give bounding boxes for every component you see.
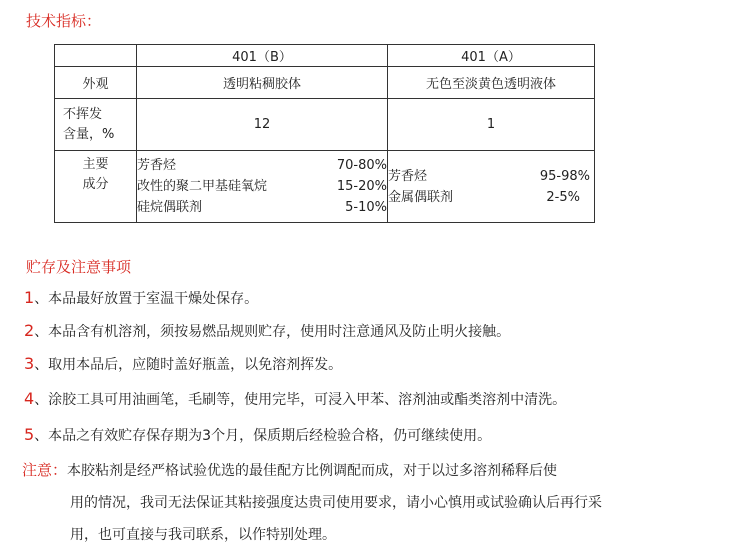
component-name: 硅烷偶联剂 — [137, 200, 203, 215]
components-401a — [388, 151, 595, 223]
component-line — [137, 176, 387, 197]
component-line — [388, 166, 594, 187]
components-label — [55, 151, 137, 223]
component-value: 95-98% — [539, 168, 590, 184]
component-name: 芳香烃 — [137, 158, 177, 173]
note-line-3: 用，也可直接与我司联系，以作特别处理。 — [70, 527, 336, 543]
appearance-401a: 无色至淡黄色透明液体 — [388, 67, 595, 99]
list-item — [24, 354, 342, 374]
header-empty-cell — [55, 45, 137, 67]
component-line — [137, 155, 387, 176]
item-number: 2 — [24, 321, 35, 340]
content-401a: 1 — [388, 99, 595, 151]
note-line-1 — [22, 454, 602, 487]
appearance-401b: 透明粘稠胶体 — [137, 67, 388, 99]
storage-title: 贮存及注意事项 — [26, 258, 132, 276]
component-name: 金属偶联剂 — [388, 189, 454, 205]
row-appearance — [55, 67, 595, 99]
component-value: 2-5% — [546, 189, 580, 205]
component-value: 70-80% — [336, 158, 387, 173]
header-401b: 401（B） — [137, 45, 388, 67]
item-number: 3 — [24, 354, 35, 373]
appearance-label: 外观 — [55, 67, 137, 99]
item-text: 、涂胶工具可用油画笔，毛刷等，使用完毕，可浸入甲苯、溶剂油或酯类溶剂中清洗。 — [34, 392, 567, 408]
components-label-line1: 主要 — [82, 157, 109, 172]
item-text: 、取用本品后，应随时盖好瓶盖，以免溶剂挥发。 — [34, 357, 343, 373]
list-item — [24, 425, 491, 445]
item-text: 、本品之有效贮存保存期为3个月，保质期后经检验合格，仍可继续使用。 — [34, 428, 492, 444]
component-value: 5-10% — [345, 200, 387, 215]
component-value: 15-20% — [336, 179, 387, 194]
spec-table — [54, 44, 595, 223]
components-401b — [137, 151, 388, 223]
list-item — [24, 321, 510, 341]
item-number: 5 — [24, 425, 35, 444]
content-label-line1: 不挥发 — [63, 106, 103, 122]
content-label-line2: 含量，% — [63, 126, 115, 142]
row-main-components — [55, 151, 595, 223]
table-header-row — [55, 45, 595, 67]
note-text: 本胶粘剂是经严格试验优选的最佳配方比例调配而成，对于以过多溶剂稀释后使 — [67, 463, 558, 479]
item-text: 、本品最好放置于室温干燥处保存。 — [34, 291, 259, 307]
component-name: 改性的聚二甲基硅氧烷 — [137, 179, 268, 194]
components-label-line2: 成分 — [82, 177, 109, 192]
item-number: 1 — [24, 288, 35, 307]
list-item — [24, 389, 566, 409]
item-text: 、本品含有机溶剂，须按易燃品规则贮存，使用时注意通风及防止明火接触。 — [34, 324, 511, 340]
row-nonvolatile-content — [55, 99, 595, 151]
component-name: 芳香烃 — [388, 168, 428, 184]
item-number: 4 — [24, 389, 35, 408]
component-line — [137, 197, 387, 218]
note-label: 注意： — [22, 461, 68, 479]
component-line — [388, 187, 594, 208]
header-401a: 401（A） — [388, 45, 595, 67]
content-label — [55, 99, 137, 151]
note-block — [22, 454, 602, 551]
list-item — [24, 288, 258, 308]
content-401b: 12 — [137, 99, 388, 151]
tech-spec-title: 技术指标： — [26, 12, 102, 30]
note-line-2: 用的情况，我司无法保证其粘接强度达贵司使用要求，请小心慎用或试验确认后再行采 — [70, 495, 602, 511]
